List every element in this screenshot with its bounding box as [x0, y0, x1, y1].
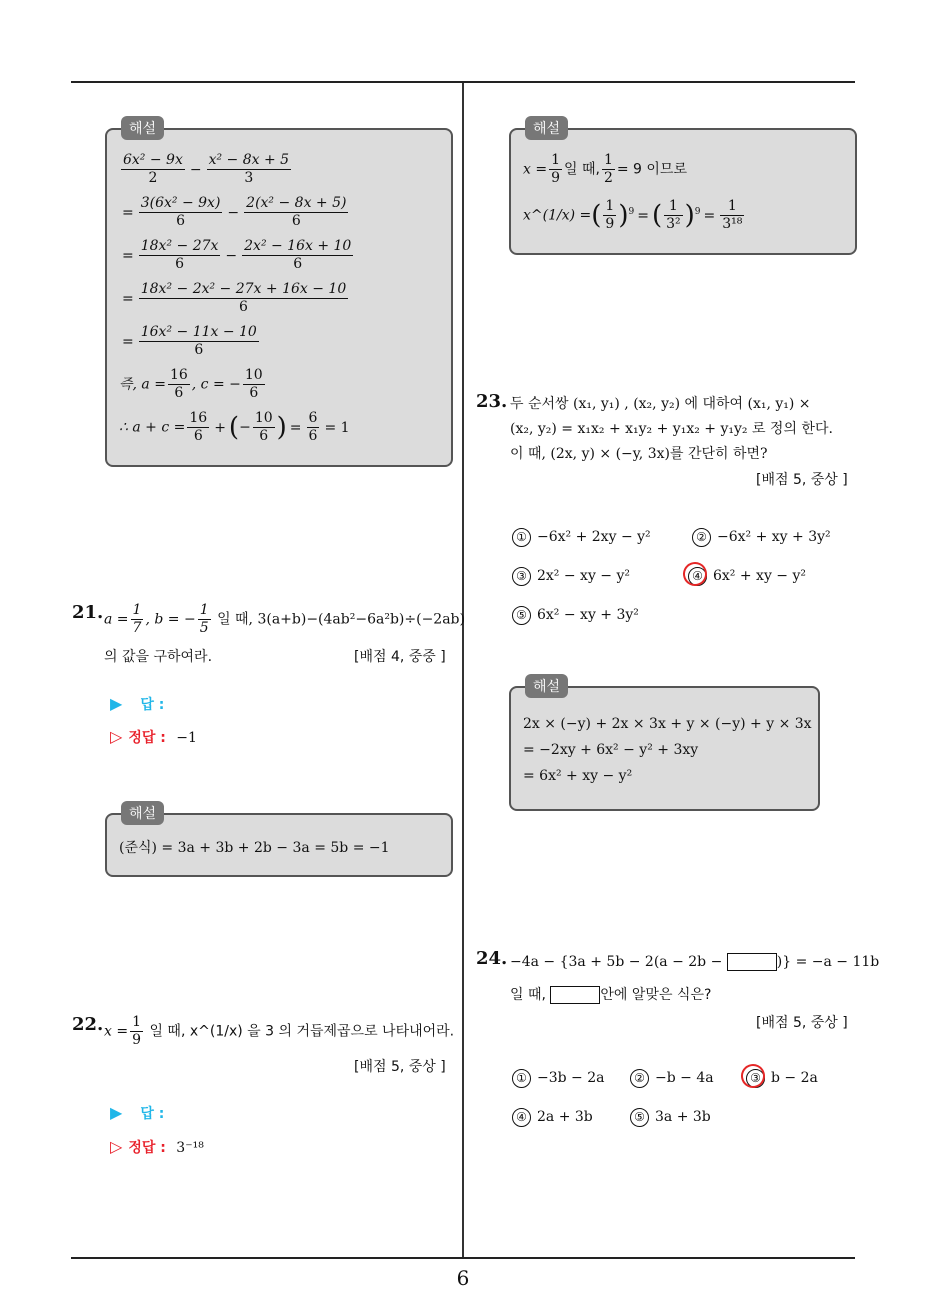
sol20-line-4: = $\frac{\text{18x² − 2x² − 27x + 16x − 10}}{6}$ — [122, 281, 347, 315]
sol21-line: (준식) = 3a + 3b + 2b − 3a = 5b = −1 — [119, 840, 390, 856]
q24-option-1[interactable]: ① −3b − 2a — [512, 1069, 604, 1088]
question-21-line-1: a = $\frac{1}{7}$ , b = − $\frac{1}{5}$ 일 때, 3(a+b)−(4ab²−6a²b)÷(−2ab) — [104, 602, 465, 636]
correct-arrow-icon: ▷ — [110, 1137, 123, 1156]
question-number-24: 24. — [476, 948, 508, 969]
sol23-line-1: 2x × (−y) + 2x × 3x + y × (−y) + y × 3x — [523, 716, 812, 732]
q23-option-2[interactable]: ② −6x² + xy + 3y² — [692, 528, 831, 547]
column-divider — [462, 83, 464, 1257]
sol20-line-6: 즉, a = $\frac{16}{6}$ , c = − $\frac{10}{6}$ — [119, 367, 263, 401]
q24-option-2[interactable]: ② −b − 4a — [630, 1069, 714, 1088]
correct-answer-21: ▷ 정답 : −1 — [110, 727, 197, 746]
question-number-23: 23. — [476, 391, 508, 412]
question-23-line-2: (x₂, y₂) = x₁x₂ + x₁y₂ + y₁x₂ + y₁y₂ 로 정의 한다. — [510, 421, 833, 437]
blank-box — [550, 986, 600, 1004]
answer-field-21[interactable]: ▶ 답 : — [110, 694, 165, 713]
question-number-22: 22. — [72, 1014, 104, 1035]
solution-box-22 — [509, 121, 857, 255]
points-24: [배점 5, 중상 ] — [756, 1015, 848, 1031]
answer-arrow-icon: ▶ — [110, 694, 123, 713]
sol23-line-2: = −2xy + 6x² − y² + 3xy — [523, 742, 699, 758]
bottom-rule — [71, 1257, 855, 1259]
points-22: [배점 5, 중상 ] — [354, 1059, 446, 1075]
q24-option-4[interactable]: ④ 2a + 3b — [512, 1108, 593, 1127]
question-number-21: 21. — [72, 602, 104, 623]
answer-field-22[interactable]: ▶ 답 : — [110, 1103, 165, 1122]
points-23: [배점 5, 중상 ] — [756, 472, 848, 488]
question-23-line-3: 이 때, (2x, y) × (−y, 3x)를 간단히 하면? — [510, 446, 768, 462]
solution-box-20 — [105, 121, 453, 467]
question-24-line-2: 일 때, 안에 알맞은 식은? — [510, 987, 712, 1003]
page-number: 6 — [456, 1266, 470, 1290]
question-22-line-1: x = $\frac{1}{9}$ 일 때, x^(1/x) 을 3 의 거듭제곱으로 나타내어라. — [104, 1014, 455, 1048]
answer-arrow-icon: ▶ — [110, 1103, 123, 1122]
q23-option-3[interactable]: ③ 2x² − xy − y² — [512, 567, 630, 586]
solution-box-21 — [105, 806, 453, 877]
sol22-line-1: x = $\frac{1}{9}$ 일 때, $\frac{1}{2}$ = 9 이므로 — [523, 152, 687, 186]
sol20-line-2: = $\frac{\text{3(6x² − 9x)}}{6}$ − $\frac{\text{2(x² − 8x + 5)}}{6}$ — [122, 195, 347, 229]
question-21-line-2: 의 값을 구하여라. — [104, 649, 213, 665]
sol22-line-2: x^(1/x) =( $\frac{1}{9}$ )$^9$ = ( $\frac{1}{\text{3²}}$ )$^9$ = $\frac{1}{\text{3¹⁸}}$ — [523, 198, 743, 232]
sol20-line-7: ∴ a + c = $\frac{16}{6}$ + (− $\frac{10}{6}$ ) = $\frac{6}{6}$ = 1 — [119, 410, 350, 444]
blank-box — [727, 953, 777, 971]
question-23-line-1: 두 순서쌍 (x₁, y₁) , (x₂, y₂) 에 대하여 (x₁, y₁) × — [510, 396, 811, 412]
q23-option-4[interactable]: ④ 6x² + xy − y² — [688, 567, 806, 586]
sol20-line-5: = $\frac{\text{16x² − 11x − 10}}{6}$ — [122, 324, 257, 358]
solution-tag: 해설 — [121, 116, 164, 140]
sol23-line-3: = 6x² + xy − y² — [523, 768, 633, 784]
sol20-line-3: = $\frac{\text{18x² − 27x}}{6}$ − $\frac{\text{2x² − 16x + 10}}{6}$ — [122, 238, 352, 272]
q24-option-5[interactable]: ⑤ 3a + 3b — [630, 1108, 711, 1127]
correct-answer-22: ▷ 정답 : 3⁻¹⁸ — [110, 1137, 204, 1156]
solution-tag: 해설 — [525, 674, 568, 698]
points-21: [배점 4, 중중 ] — [354, 649, 446, 665]
solution-tag: 해설 — [121, 801, 164, 825]
sol20-line-1: $\frac{\text{6x² − 9x}}{2}$ − $\frac{\text{x² − 8x + 5}}{3}$ — [123, 152, 290, 186]
correct-arrow-icon: ▷ — [110, 727, 123, 746]
q24-option-3[interactable]: ③ b − 2a — [746, 1069, 818, 1088]
solution-box-23 — [509, 679, 820, 811]
solution-tag: 해설 — [525, 116, 568, 140]
question-24-line-1: −4a − {3a + 5b − 2(a − 2b − )} = −a − 11b — [510, 954, 880, 970]
q23-option-1[interactable]: ① −6x² + 2xy − y² — [512, 528, 651, 547]
q23-option-5[interactable]: ⑤ 6x² − xy + 3y² — [512, 606, 639, 625]
